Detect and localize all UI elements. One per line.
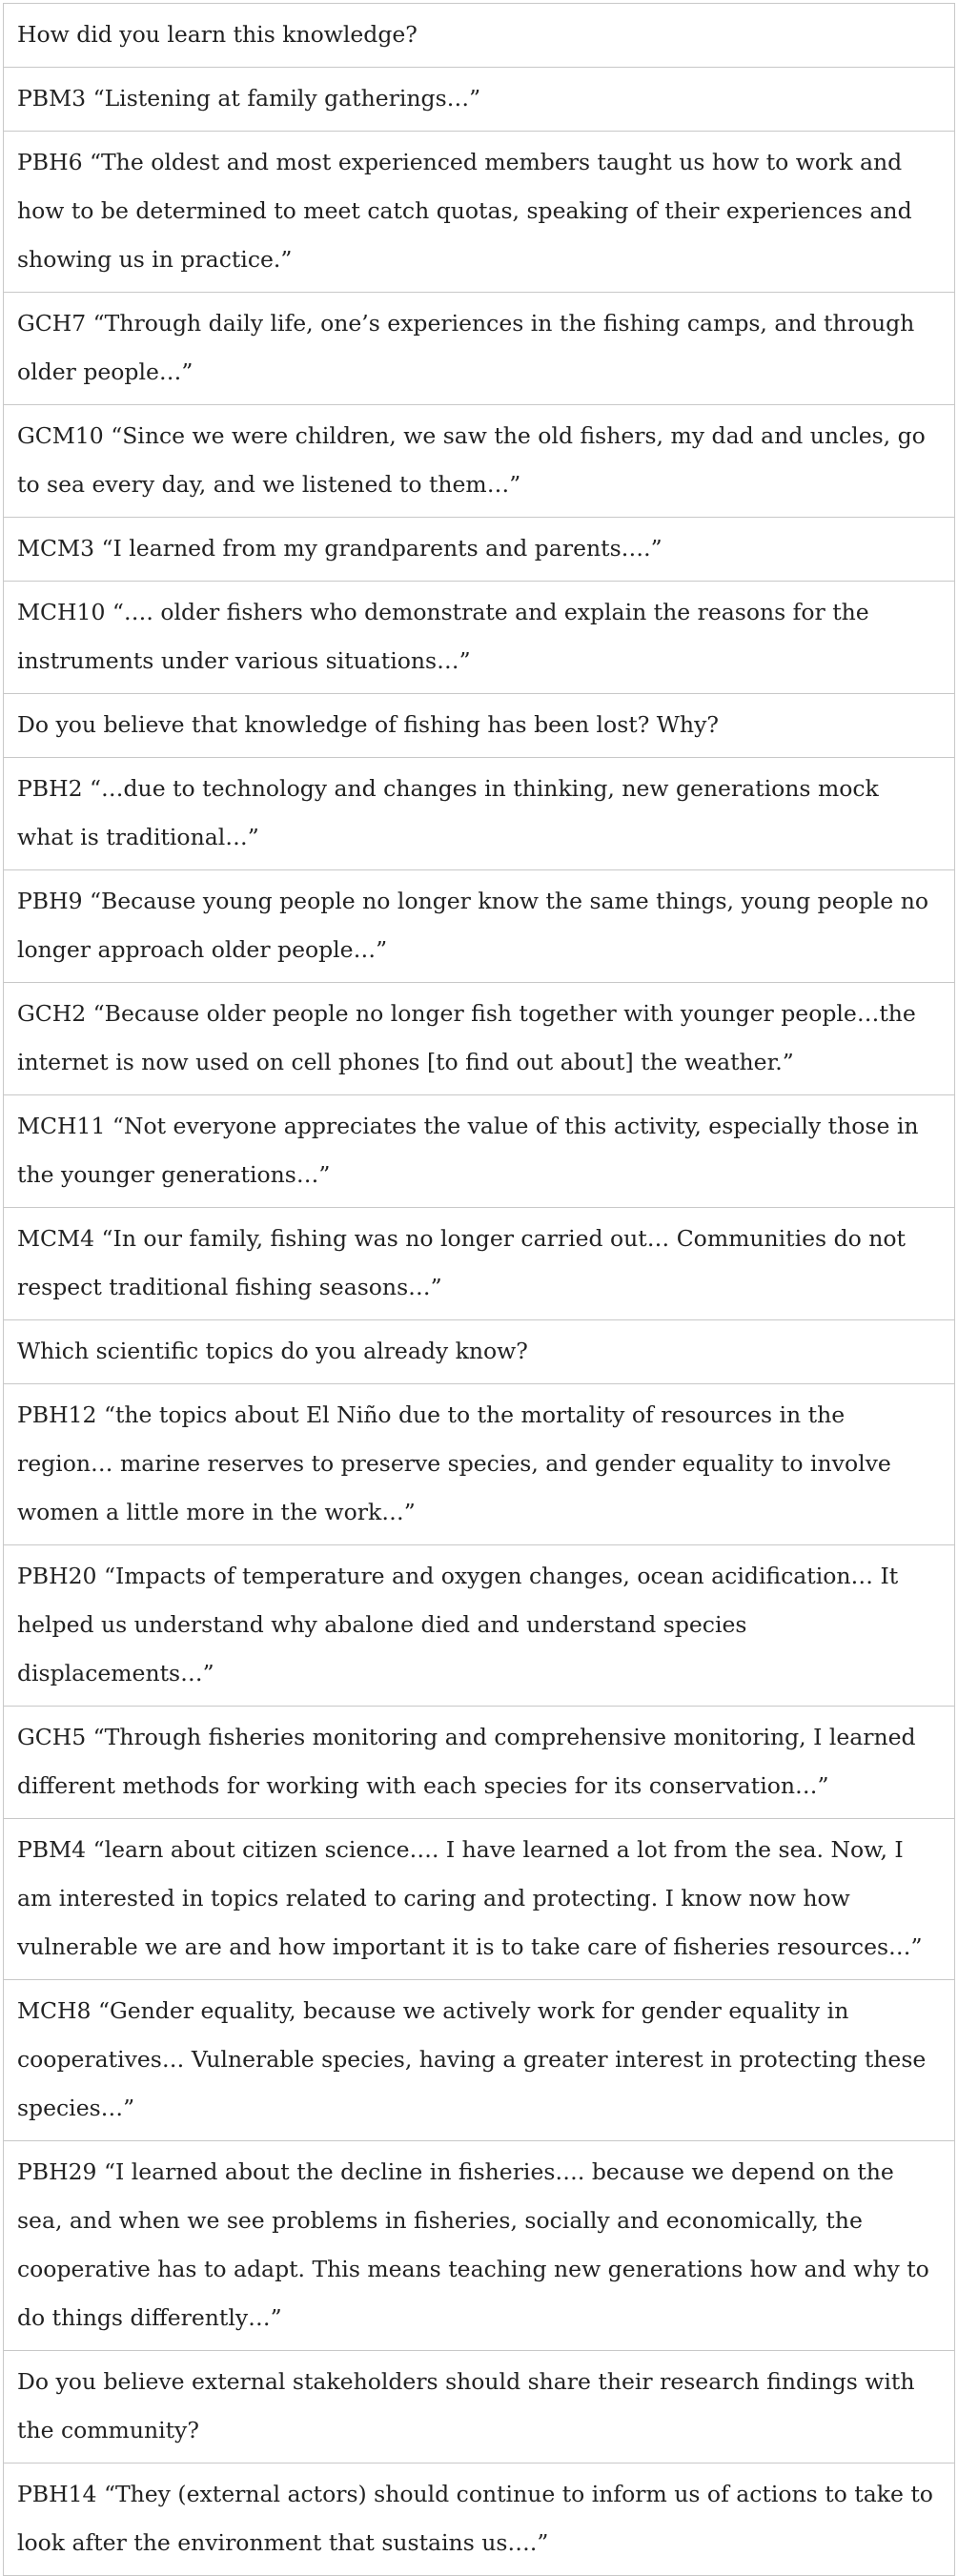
answer-cell: GCH7 “Through daily life, one’s experiences in the fishing camps, and through older people…” — [4, 293, 955, 405]
answer-row — [4, 1819, 955, 1980]
answer-row — [4, 518, 955, 582]
answer-cell: MCH11 “Not everyone appreciates the value of this activity, especially those in the younger generations…” — [4, 1095, 955, 1208]
question-row — [4, 4, 955, 68]
answer-cell: MCM4 “In our family, fishing was no longer carried out… Communities do not respect traditional fishing seasons…” — [4, 1208, 955, 1320]
answer-cell: PBM4 “learn about citizen science…. I have learned a lot from the sea. Now, I am interested in topics related to caring and protecting. I know now how vulnerable we are and how important it is to take care of fisheries resources…” — [4, 1819, 955, 1980]
answer-cell: PBH29 “I learned about the decline in fisheries…. because we depend on the sea, and when we see problems in fisheries, socially and economically, the cooperative has to adapt. This means teaching new generations how and why to do things differently…” — [4, 2141, 955, 2351]
interview-responses-table — [3, 3, 955, 2576]
answer-cell: PBH12 “the topics about El Niño due to the mortality of resources in the region… marine reserves to preserve species, and gender equality to involve women a little more in the work…” — [4, 1384, 955, 1545]
answer-row — [4, 1208, 955, 1320]
answer-cell: GCH2 “Because older people no longer fish together with younger people…the internet is now used on cell phones [to find out about] the weather.” — [4, 983, 955, 1095]
answer-cell: PBH14 “They (external actors) should continue to inform us of actions to take to look after the environment that sustains us….” — [4, 2464, 955, 2576]
answer-row — [4, 758, 955, 870]
answer-row — [4, 1545, 955, 1707]
answer-cell: GCM10 “Since we were children, we saw the old fishers, my dad and uncles, go to sea every day, and we listened to them…” — [4, 405, 955, 518]
answer-row — [4, 582, 955, 694]
question-cell: Do you believe that knowledge of fishing has been lost? Why? — [4, 694, 955, 758]
question-row — [4, 694, 955, 758]
answer-row — [4, 1980, 955, 2141]
answer-row — [4, 132, 955, 293]
answer-row — [4, 1384, 955, 1545]
answer-row — [4, 870, 955, 983]
answer-row — [4, 405, 955, 518]
table-body — [4, 4, 955, 2576]
question-cell: Do you believe external stakeholders should share their research findings with the community? — [4, 2351, 955, 2464]
answer-cell: PBM3 “Listening at family gatherings…” — [4, 68, 955, 132]
answer-row — [4, 293, 955, 405]
answer-cell: MCH10 “…. older fishers who demonstrate and explain the reasons for the instruments under various situations…” — [4, 582, 955, 694]
answer-cell: PBH2 “…due to technology and changes in thinking, new generations mock what is traditional…” — [4, 758, 955, 870]
answer-cell: GCH5 “Through fisheries monitoring and comprehensive monitoring, I learned different methods for working with each species for its conservation…” — [4, 1707, 955, 1819]
answer-row — [4, 2464, 955, 2576]
question-cell: How did you learn this knowledge? — [4, 4, 955, 68]
question-row — [4, 2351, 955, 2464]
answer-cell: MCM3 “I learned from my grandparents and parents….” — [4, 518, 955, 582]
answer-row — [4, 68, 955, 132]
answer-cell: PBH6 “The oldest and most experienced members taught us how to work and how to be determined to meet catch quotas, speaking of their experiences and showing us in practice.” — [4, 132, 955, 293]
answer-row — [4, 1095, 955, 1208]
answer-row — [4, 2141, 955, 2351]
question-cell: Which scientific topics do you already know? — [4, 1320, 955, 1384]
question-row — [4, 1320, 955, 1384]
answer-cell: PBH20 “Impacts of temperature and oxygen changes, ocean acidification… It helped us understand why abalone died and understand species displacements…” — [4, 1545, 955, 1707]
answer-cell: MCH8 “Gender equality, because we actively work for gender equality in cooperatives… Vulnerable species, having a greater interest in protecting these species…” — [4, 1980, 955, 2141]
answer-row — [4, 1707, 955, 1819]
answer-row — [4, 983, 955, 1095]
answer-cell: PBH9 “Because young people no longer know the same things, young people no longer approach older people…” — [4, 870, 955, 983]
